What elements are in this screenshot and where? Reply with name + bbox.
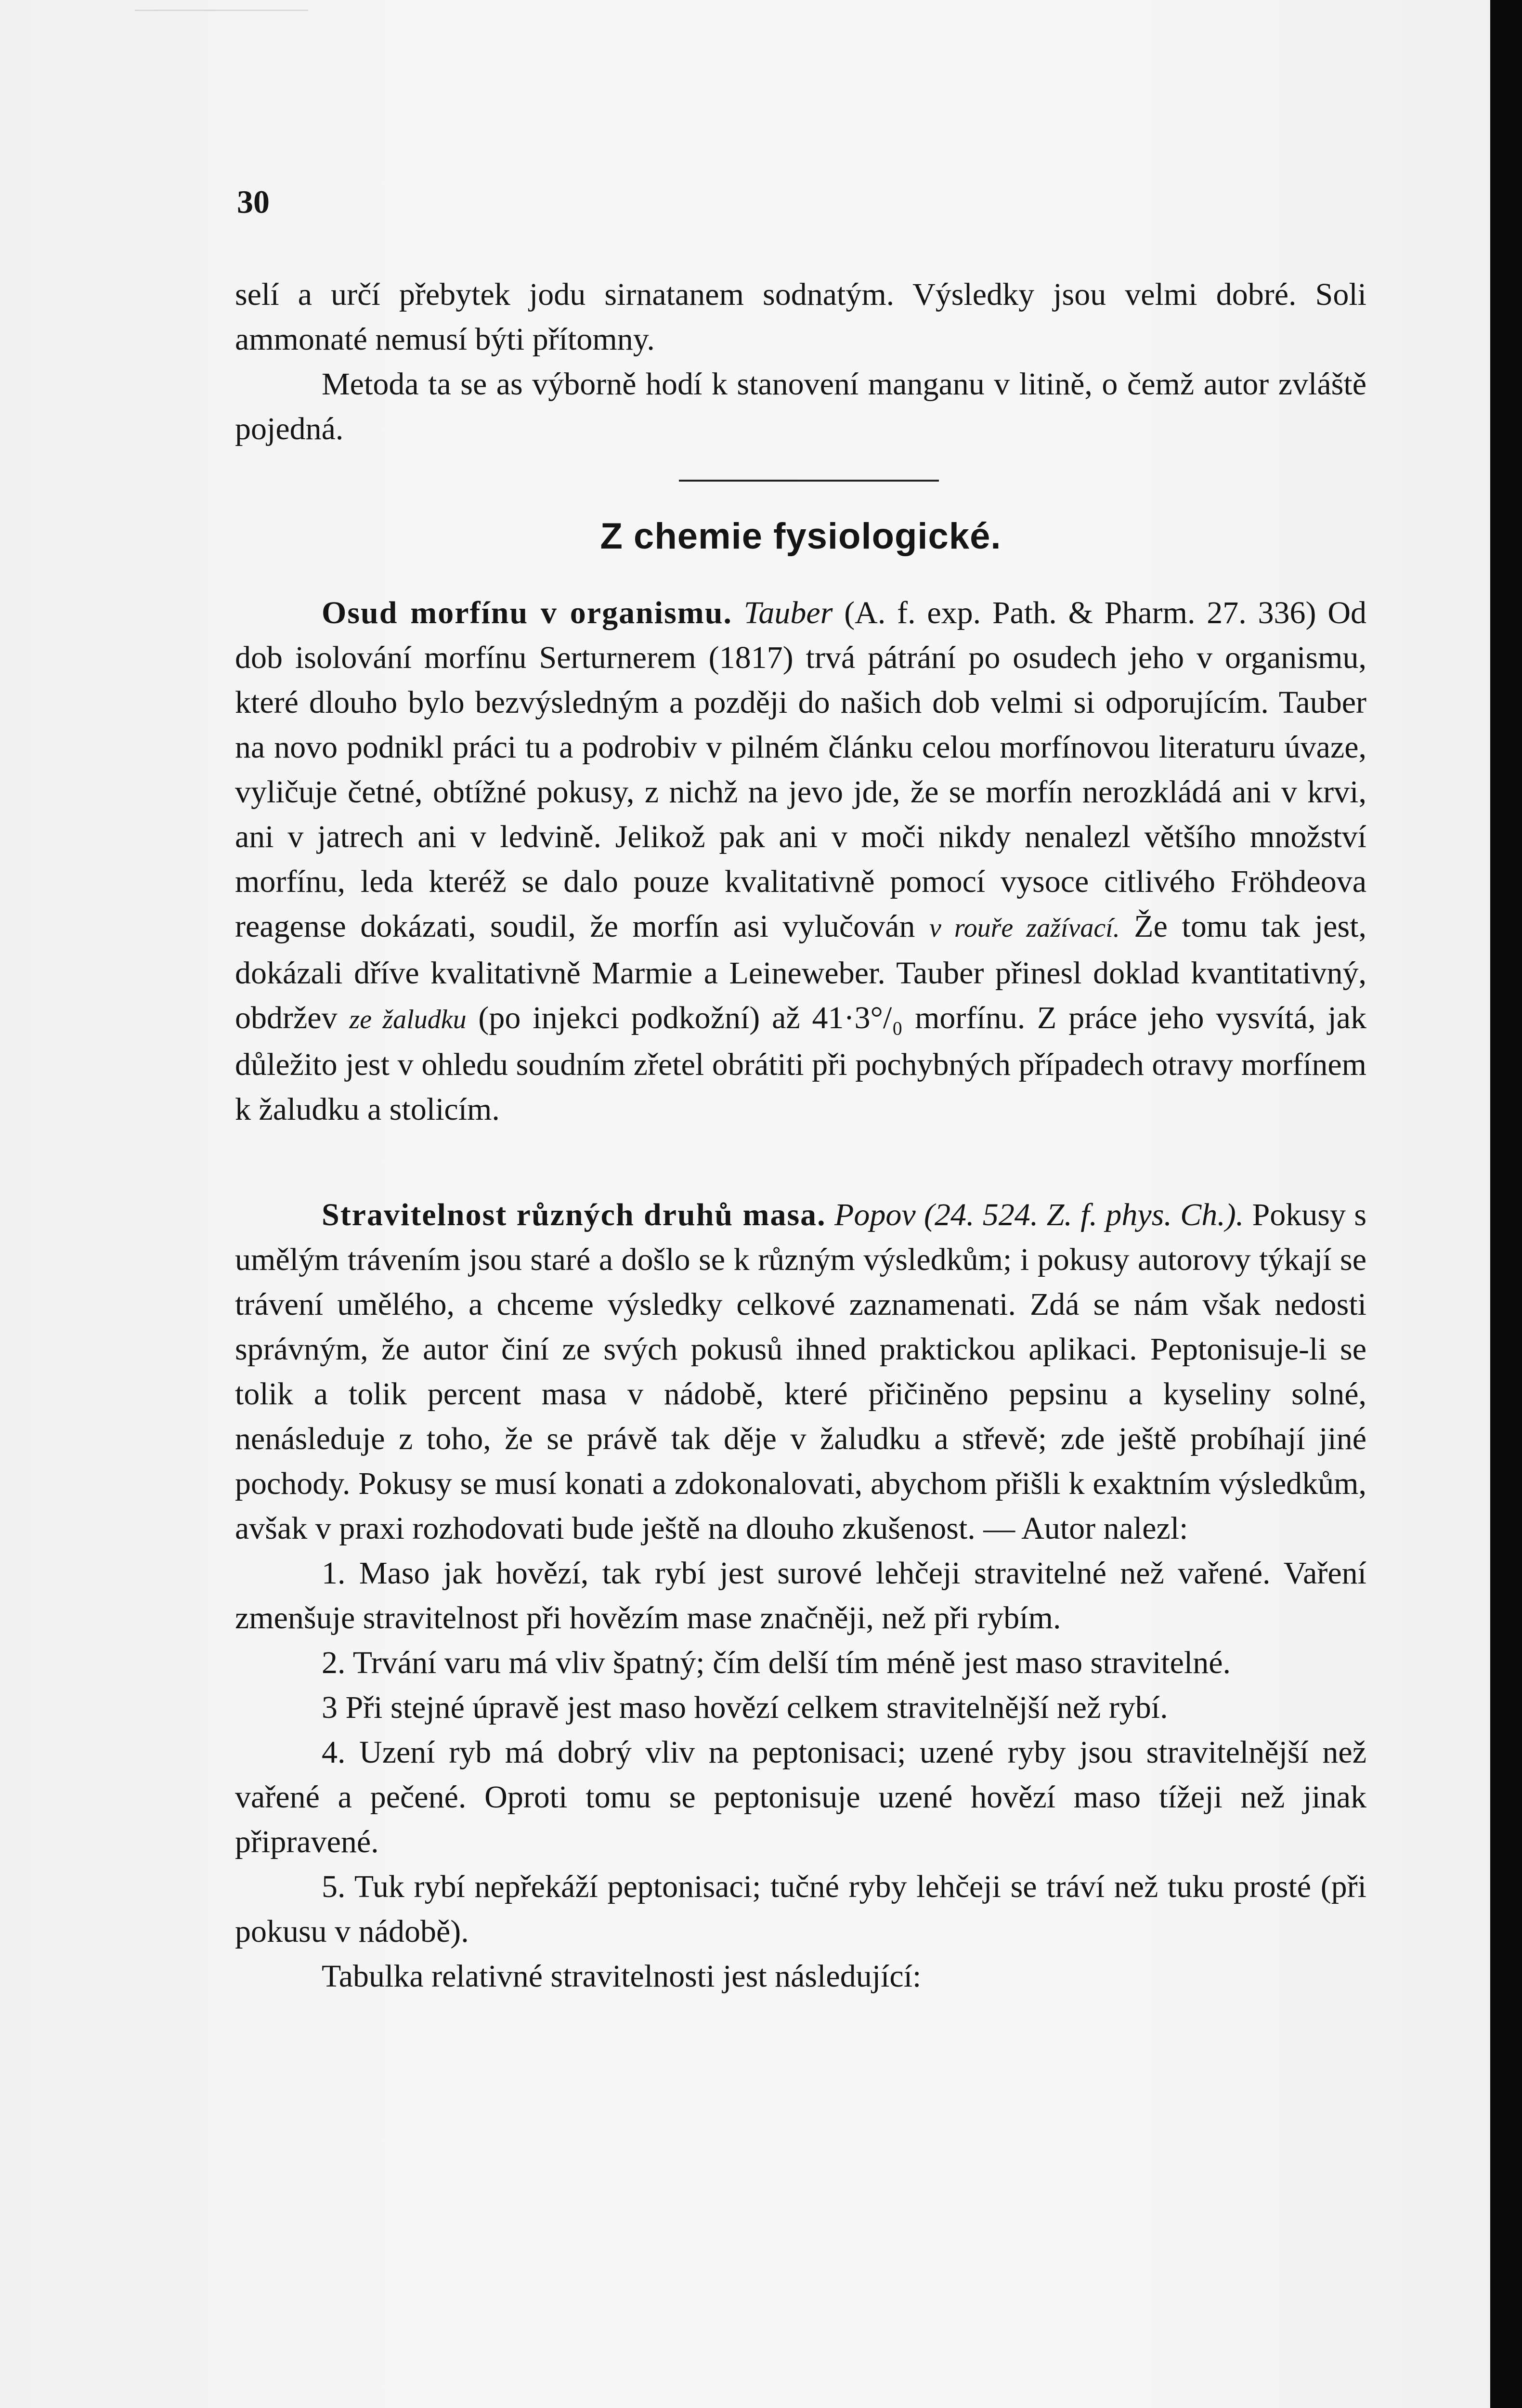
article-meat-reference: (24. 524. Z. f. phys. Ch.). bbox=[915, 1197, 1252, 1232]
finding-item: 4. Uzení ryb má dobrý vliv na peptonisaci; uzené ryby jsou stravitelnější než vařené a pečené. Oproti tomu se peptonisuje uzené hovězí maso tížeji než jinak připravené. bbox=[235, 1735, 1366, 1859]
page-number: 30 bbox=[237, 183, 270, 220]
article-meat-title: Stravitelnost různých druhů masa. bbox=[322, 1197, 826, 1232]
article-morphine-italic-1: v rouře zažívací. bbox=[929, 913, 1120, 943]
closing-line: Tabulka relativné stravitelnosti jest následující: bbox=[322, 1959, 922, 1994]
article-morphine-body-a: Od dob isolování morfínu Serturnerem (1817) trvá pátrání po osudech jeho v organismu, které dlouho bylo bezvýsledným a později do našich dob velmi si odporujícím. Tauber na novo podnikl práci tu a podrobiv v pilném článku celou morfínovou literaturu úvaze, vyličuje četné, obtížné pokusy, z nichž na jevo jde, že se morfín nerozkládá ani v krvi, ani v jatrech ani v ledvině. Jelikož pak ani v moči nikdy nenalezl většího množství morfínu, leda kteréž se dalo pouze kvalitativně pomocí vysoce citlivého Fröhdeova reagense dokázati, soudil, že morfín asi vylučován bbox=[235, 595, 1366, 944]
finding-item: 2. Trvání varu má vliv špatný; čím delší tím méně jest maso stravitelné. bbox=[322, 1645, 1231, 1680]
article-morphine-paragraph bbox=[235, 590, 1366, 1132]
article-meat-author: Popov bbox=[834, 1197, 916, 1232]
article-morphine-body-c: (po injekci podkožní) až 41·3 bbox=[466, 1000, 871, 1035]
article-morphine-reference: (A. f. exp. Path. & Pharm. 27. 336) bbox=[833, 595, 1328, 630]
finding-item: 1. Maso jak hovězí, tak rybí jest surové lehčeji stravitelné než vařené. Vaření zmenšuje stravitelnost při hovězím mase značněji, než při rybím. bbox=[235, 1556, 1366, 1636]
article-morphine bbox=[235, 590, 1366, 1132]
finding-item: 5. Tuk rybí nepřekáží peptonisaci; tučné ryby lehčeji se tráví než tuku prosté (při pokusu v nádobě). bbox=[235, 1869, 1366, 1949]
article-meat-digestibility bbox=[235, 1192, 1366, 1999]
article-morphine-body-b: Že tomu tak jest, dokázali dříve kvalitativně Marmie a Leineweber. Tauber přinesl doklad kvantitativný, obdržev bbox=[235, 909, 1366, 1035]
article-morphine-title: Osud morfínu v organismu. bbox=[322, 595, 732, 630]
intro-paragraph-2: Metoda ta se as výborně hodí k stanovení manganu v litině, o čemž autor zvláště pojedná. bbox=[235, 366, 1366, 446]
scan-smudge bbox=[135, 10, 308, 40]
article-morphine-body-d: morfínu. Z práce jeho vysvítá, jak důležito jest v ohledu soudním zřetel obrátiti při pochybných případech otravy morfínem k žaludku a stolicím. bbox=[235, 1000, 1366, 1127]
article-morphine-author: Tauber bbox=[743, 595, 833, 630]
section-divider bbox=[679, 480, 939, 482]
article-meat-body: Pokusy s umělým trávením jsou staré a došlo se k různým výsledkům; i pokusy autorovy týkají se trávení umělého, a chceme výsledky celkové zaznamenati. Zdá se nám však nedosti správným, že autor činí ze svých pokusů ihned praktickou aplikaci. Peptonisuje-li se tolik a tolik percent masa v nádobě, které přičiněno pepsinu a kyseliny solné, nenásleduje z toho, že se právě tak děje v žaludku a střevě; zde ještě probíhají jiné pochody. Pokusy se musí konati a zdokonalovati, abychom přišli k exaktním výsledkům, avšak v praxi rozhodovati bude ještě na dlouho zkušenost. — Autor nalezl: bbox=[235, 1197, 1367, 1546]
article-meat-paragraph bbox=[235, 1192, 1366, 1551]
article-morphine-italic-2: ze žaludku bbox=[349, 1005, 467, 1034]
section-title: Z chemie fysiologické. bbox=[600, 516, 1002, 557]
finding-item: 3 Při stejné úpravě jest maso hovězí celkem stravitelnější než rybí. bbox=[322, 1690, 1168, 1725]
intro-paragraph-1: selí a určí přebytek jodu sirnatanem sodnatým. Výsledky jsou velmi dobré. Soli ammonaté nemusí býti přítomny. bbox=[235, 277, 1366, 357]
article-morphine-percent: °/₀ bbox=[870, 1000, 903, 1035]
intro-text bbox=[235, 272, 1366, 451]
scan-dark-edge bbox=[1490, 0, 1522, 2408]
